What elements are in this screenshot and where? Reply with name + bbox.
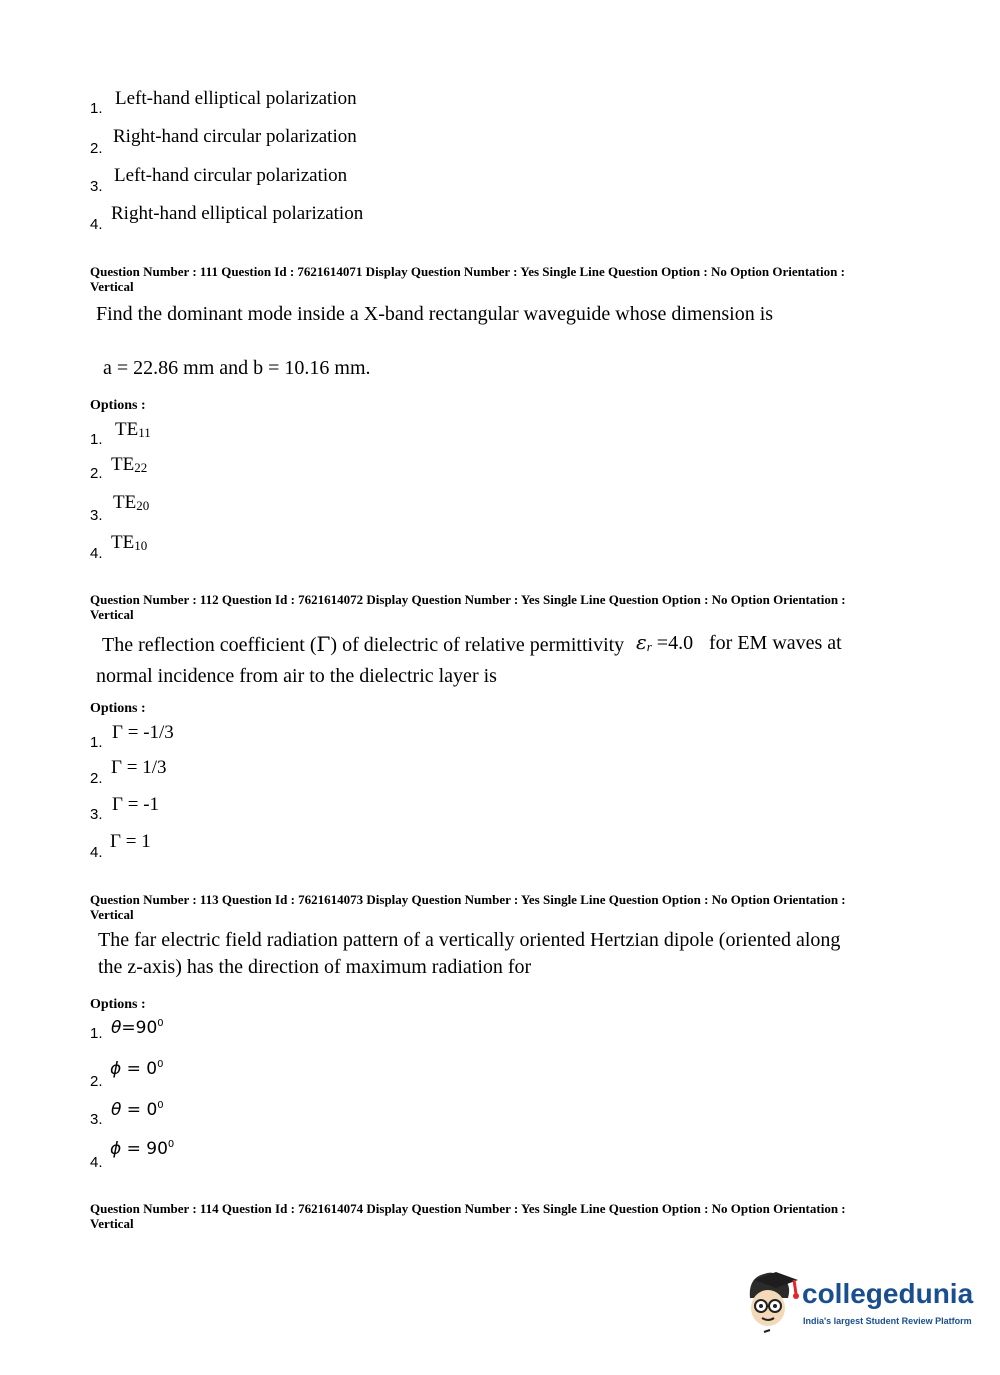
brand-tagline: India's largest Student Review Platform <box>803 1316 972 1326</box>
question-meta: Question Number : 113 Question Id : 7621614073 Display Question Number : Yes Single Line Question Option : No Option Orientation : Vertical <box>90 892 846 922</box>
option-text: Γ = -1/3 <box>112 722 174 743</box>
option-number: 4. <box>90 1154 103 1171</box>
option-number: 3. <box>90 507 103 524</box>
options-label: Options : <box>90 398 146 413</box>
option-number: 3. <box>90 806 103 823</box>
option-text: TE22 <box>111 454 148 475</box>
mascot-icon <box>742 1268 802 1338</box>
option-text: TE11 <box>115 419 151 440</box>
permittivity-expression: εr =4.0 <box>636 630 694 654</box>
question-text: for EM waves at <box>709 632 842 654</box>
option-text: Left-hand circular polarization <box>114 165 348 186</box>
question-text: normal incidence from air to the dielectric layer is <box>96 665 497 687</box>
option-text: Γ = -1 <box>112 794 160 815</box>
option-number: 2. <box>90 140 103 157</box>
option-text: $\phi = 0^0$ <box>110 1059 164 1079</box>
option-number: 1. <box>90 1025 103 1042</box>
option-number: 4. <box>90 216 103 233</box>
option-number: 4. <box>90 545 103 562</box>
question-text: Find the dominant mode inside a X-band rectangular waveguide whose dimension is <box>96 303 774 325</box>
option-text: Γ = 1 <box>110 831 151 852</box>
option-text: Γ = 1/3 <box>111 757 167 778</box>
option-text: $\theta=90^0$ <box>111 1018 164 1038</box>
option-number: 3. <box>90 1111 103 1128</box>
option-number: 2. <box>90 1073 103 1090</box>
question-text: The reflection coefficient (Γ) of dielectric of relative permittivity <box>102 632 625 656</box>
question-meta: Question Number : 112 Question Id : 7621614072 Display Question Number : Yes Single Line Question Option : No Option Orientation : Vertical <box>90 592 846 622</box>
options-label: Options : <box>90 701 146 716</box>
option-text: Right-hand elliptical polarization <box>111 203 364 224</box>
option-text: TE10 <box>111 532 148 553</box>
option-number: 1. <box>90 734 103 751</box>
option-text: TE20 <box>113 492 150 513</box>
option-number: 2. <box>90 770 103 787</box>
brand-name: collegedunia <box>802 1278 974 1309</box>
option-text: $\phi = 90^0$ <box>110 1139 175 1159</box>
option-text: Left-hand elliptical polarization <box>115 88 357 109</box>
question-meta: Question Number : 114 Question Id : 7621614074 Display Question Number : Yes Single Line Question Option : No Option Orientation : Vertical <box>90 1201 846 1231</box>
question-text: the z-axis) has the direction of maximum radiation for <box>98 956 532 978</box>
option-number: 3. <box>90 178 103 195</box>
question-text: The far electric field radiation pattern of a vertically oriented Hertzian dipole (oriented along <box>98 929 841 951</box>
option-number: 4. <box>90 844 103 861</box>
option-number: 2. <box>90 465 103 482</box>
options-label: Options : <box>90 997 146 1012</box>
option-number: 1. <box>90 431 103 448</box>
question-meta: Question Number : 111 Question Id : 7621614071 Display Question Number : Yes Single Line Question Option : No Option Orientation : Vertical <box>90 264 845 294</box>
option-number: 1. <box>90 100 103 117</box>
question-text: a = 22.86 mm and b = 10.16 mm. <box>103 357 371 379</box>
option-text: $\theta = 0^0$ <box>111 1100 164 1120</box>
option-text: Right-hand circular polarization <box>113 126 357 147</box>
collegedunia-logo <box>742 1268 972 1338</box>
